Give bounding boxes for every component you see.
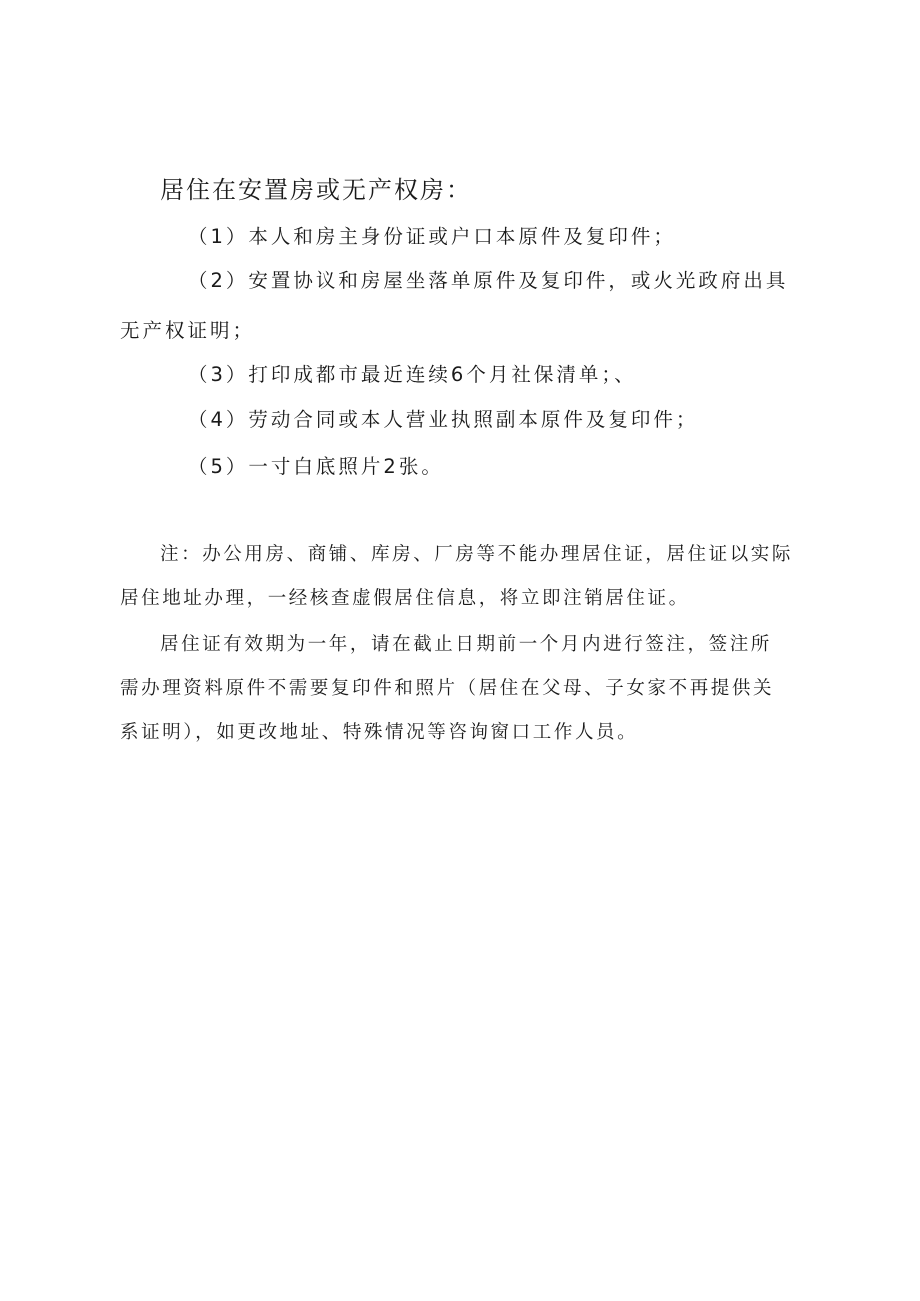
section-heading: 居住在安置房或无产权房： [160, 176, 472, 204]
list-item-2-line-1: （2）安置协议和房屋坐落单原件及复印件，或火光政府出具 [188, 269, 789, 292]
list-item-3: （3）打印成都市最近连续6个月社保清单；、 [188, 363, 637, 386]
list-item-1: （1）本人和房主身份证或户口本原件及复印件； [188, 225, 676, 248]
list-item-2-line-2: 无产权证明； [120, 319, 256, 342]
note-2-line-2: 需办理资料原件不需要复印件和照片（居住在父母、子女家不再提供关 [120, 678, 775, 699]
note-1-line-1: 注：办公用房、商铺、库房、厂房等不能办理居住证，居住证以实际 [160, 544, 794, 565]
note-2-line-1: 居住证有效期为一年，请在截止日期前一个月内进行签注，签注所 [160, 634, 772, 655]
list-item-5: （5）一寸白底照片2张。 [188, 455, 444, 478]
note-1-line-2: 居住地址办理，一经核查虚假居住信息，将立即注销居住证。 [120, 588, 690, 609]
list-item-4: （4）劳动合同或本人营业执照副本原件及复印件； [188, 408, 699, 431]
note-2-line-3: 系证明），如更改地址、特殊情况等咨询窗口工作人员。 [120, 722, 639, 743]
